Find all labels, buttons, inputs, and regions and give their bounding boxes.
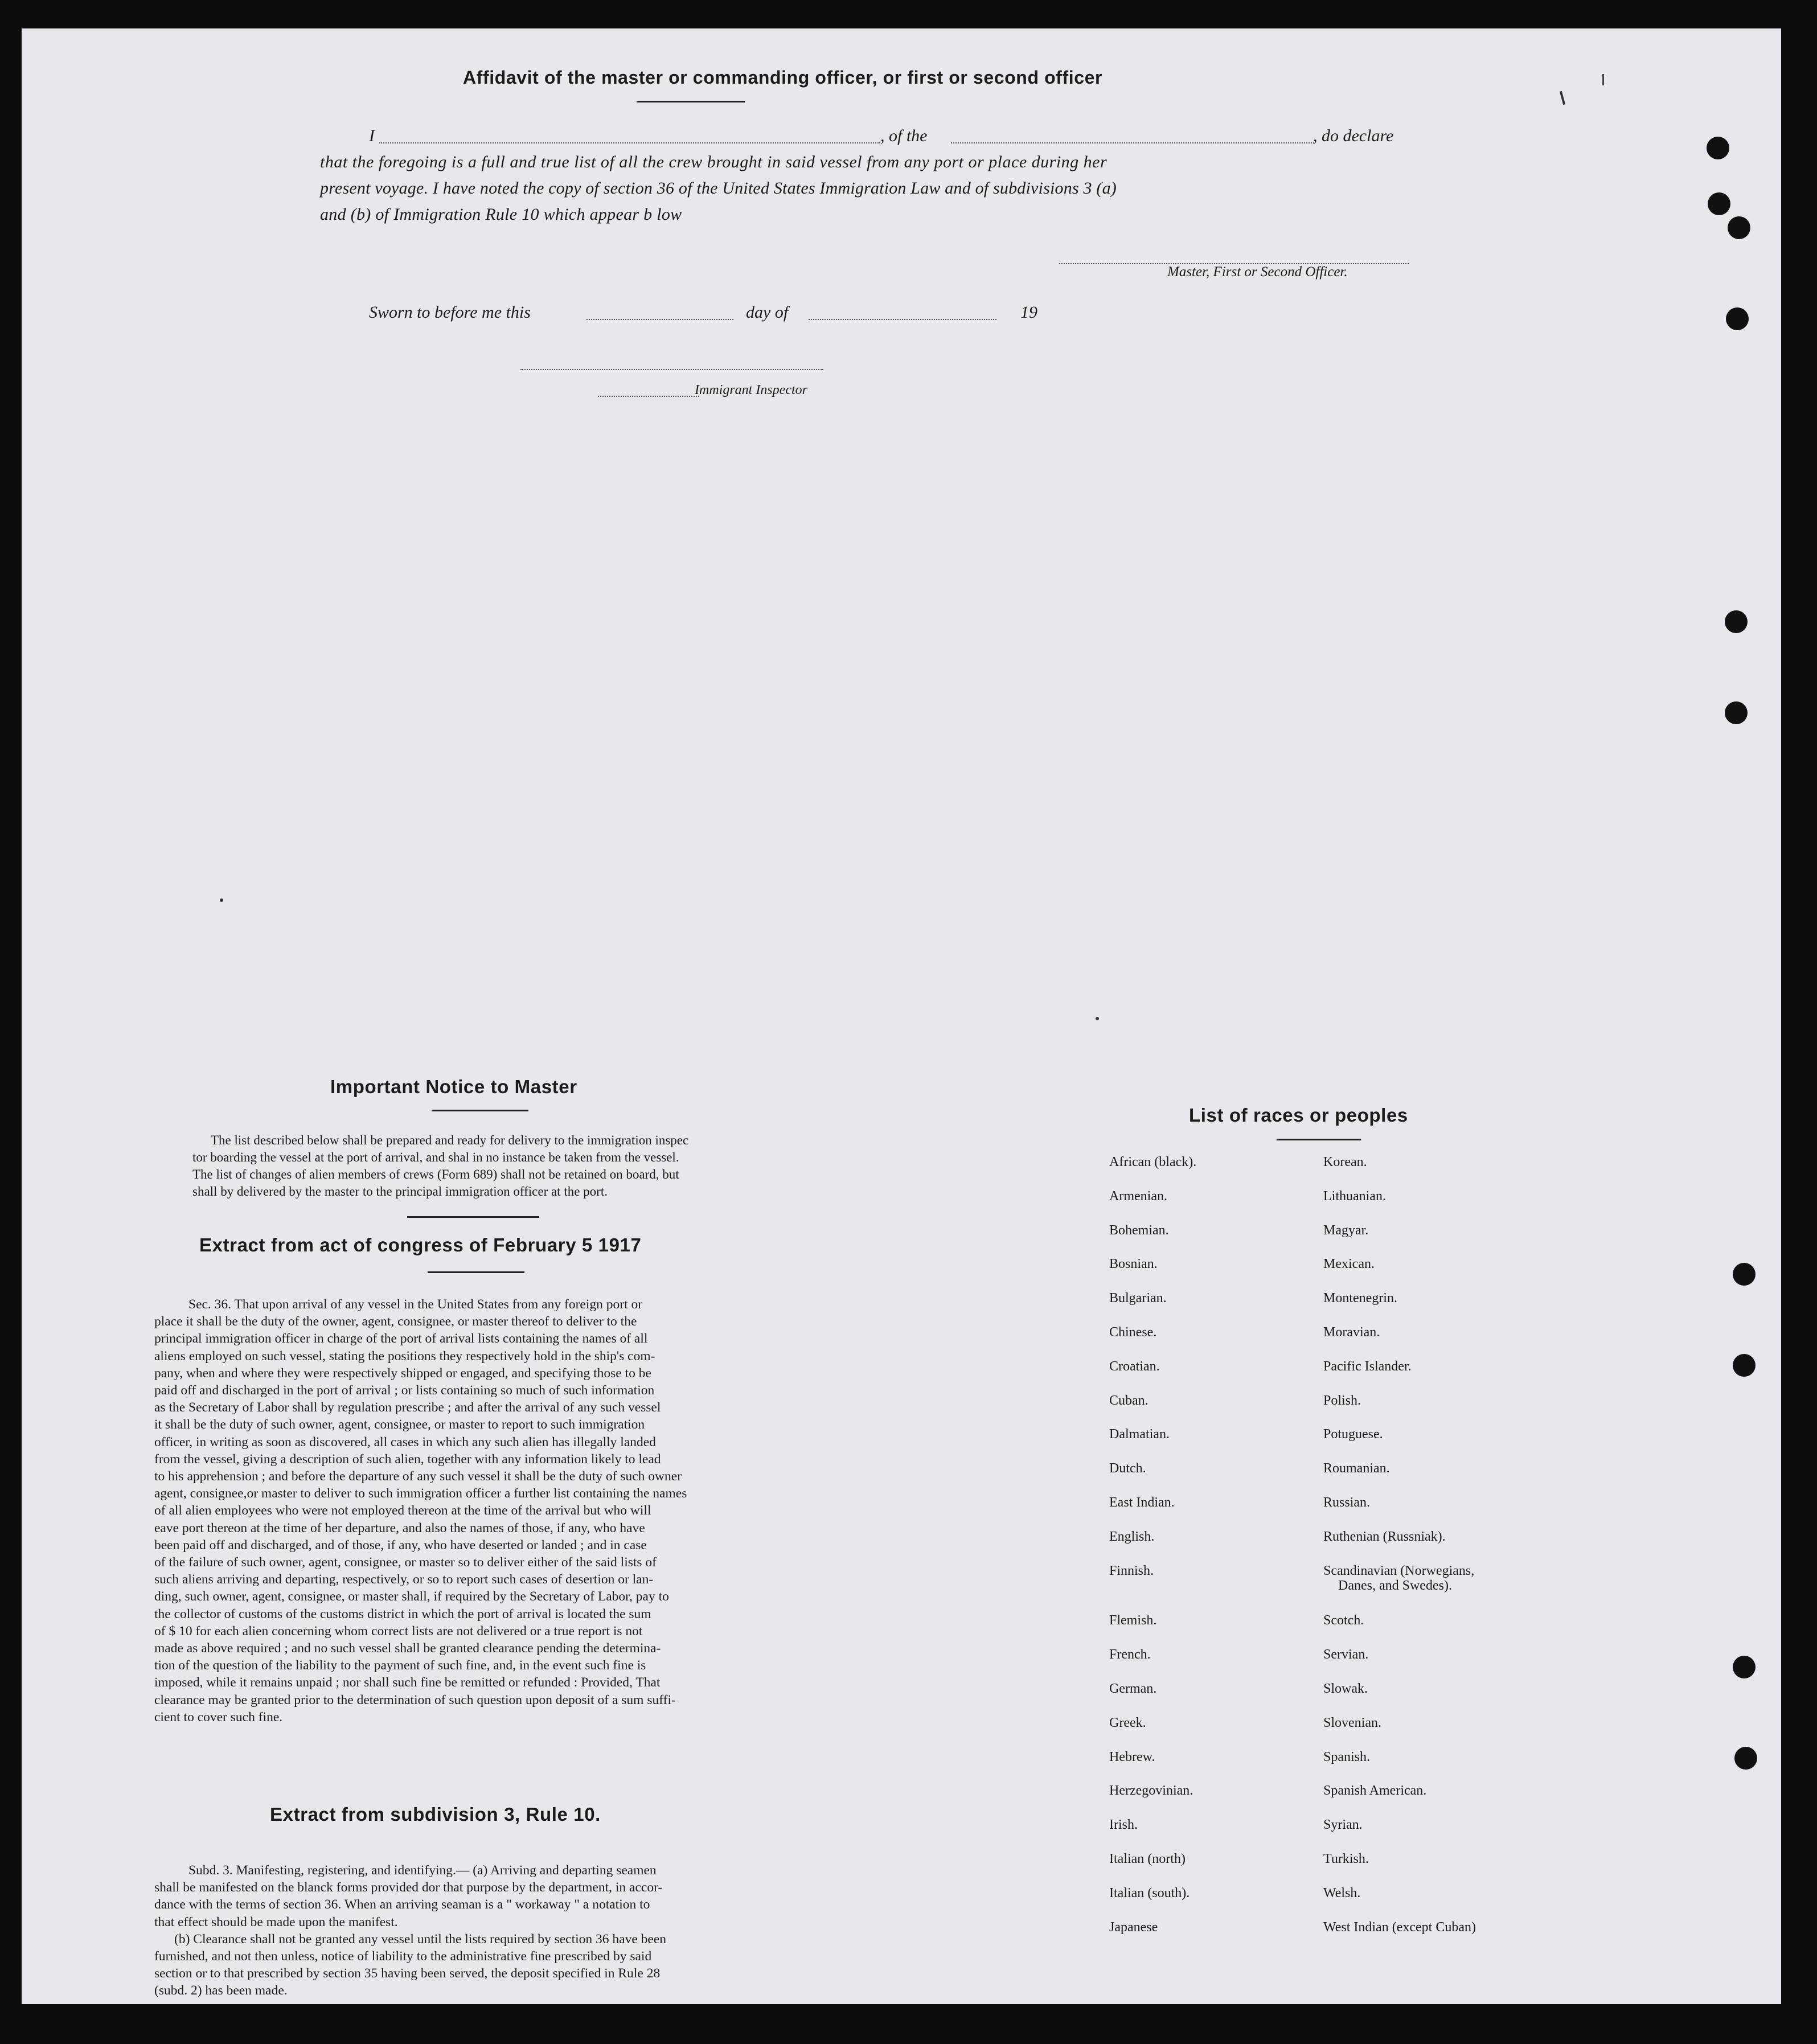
affidavit-name-blank[interactable] [379,142,880,143]
binder-hole [1734,1747,1757,1770]
binder-hole [1733,1656,1756,1678]
section-36-line: paid off and discharged in the port of arrival ; or lists containing so much of such information [154,1383,655,1398]
section-36-line: Sec. 36. That upon arrival of any vessel in the United States from any foreign port or [188,1297,643,1312]
race-item: Chinese. [1109,1325,1157,1340]
race-item: Magyar. [1323,1222,1369,1238]
race-item: Mexican. [1323,1257,1375,1272]
section-36-line: cient to cover such fine. [154,1709,283,1725]
race-item: Dutch. [1109,1461,1146,1476]
race-item: Russian. [1323,1495,1371,1510]
rule-10-line: shall be manifested on the blanck forms provided dor that purpose by the department, in accor- [154,1880,663,1895]
race-item: Slovenian. [1323,1715,1381,1730]
race-item: Bosnian. [1109,1257,1158,1272]
notice-line: tor boarding the vessel at the port of arrival, and shal in no instance be taken from the vessel. [192,1150,679,1164]
race-item: East Indian. [1109,1495,1175,1510]
race-item: Cuban. [1109,1393,1149,1408]
document-page [22,28,1781,2004]
race-item: Armenian. [1109,1188,1167,1204]
race-item: Dalmatian. [1109,1427,1170,1442]
affidavit-line-4: and (b) of Immigration Rule 10 which appear b low [320,205,682,224]
binder-hole [1726,307,1749,330]
race-item: Greek. [1109,1715,1146,1730]
notice-title-rule [432,1110,528,1111]
affidavit-line-2: that the foregoing is a full and true list of all the crew brought in said vessel from any port or place during her [320,153,1108,171]
speck [1096,1017,1099,1020]
notice-line: The list described below shall be prepared and ready for delivery to the immigration inspec [211,1133,689,1147]
affidavit-of-the: , of the [880,126,928,145]
race-item: Korean. [1323,1155,1367,1169]
race-item: Italian (south). [1109,1885,1190,1901]
rule-10-line: (b) Clearance shall not be granted any vessel until the lists required by section 36 have been [174,1931,667,1947]
race-item: Flemish. [1109,1613,1157,1628]
section-36-line: of $ 10 for each alien concerning whom correct lists are not delivered or a true report is not [154,1623,643,1639]
races-title: List of races or peoples [1189,1105,1408,1126]
race-item: Spanish. [1323,1749,1371,1764]
race-item: Polish. [1323,1393,1361,1408]
sworn-month-blank[interactable] [809,319,996,320]
races-title-rule [1277,1139,1361,1140]
race-item: Moravian. [1323,1325,1380,1340]
section-36-line: eave port thereon at the time of her departure, and also the names of those, if any, who have [154,1520,645,1536]
section-36-line: it shall be the duty of such owner, agent, consignee, or master to report to such immigration [154,1417,645,1433]
rule-10-line: dance with the terms of section 36. When an arriving seaman is a " workaway " a notation to [154,1897,650,1912]
section-36-text [154,1296,832,1726]
race-item: Lithuanian. [1323,1188,1386,1204]
race-item: Bulgarian. [1109,1291,1167,1306]
binder-hole [1725,610,1748,633]
rule-10-line: Subd. 3. Manifesting, registering, and identifying.— (a) Arriving and departing seamen [188,1863,657,1878]
notice-line: The list of changes of alien members of crews (Form 689) shall not be retained on board, but [192,1167,679,1181]
section-36-line: pany, when and where they were respectively shipped or engaged, and specifying those to be [154,1365,651,1381]
master-signature-label: Master, First or Second Officer. [1167,264,1348,280]
speck [220,898,223,902]
inspector-short-line [598,396,699,397]
section-36-line: been paid off and discharged, and of those, if any, who have deserted or landed ; and in case [154,1537,647,1553]
binder-hole [1708,192,1730,215]
sworn-text: Sworn to before me this [369,303,531,322]
race-item: Irish. [1109,1817,1138,1833]
rule-10-line: that effect should be made upon the manifest. [154,1914,398,1930]
section-36-line: ding, such owner, agent, consignee, or master shall, if required by the Secretary of Labor, pay to [154,1589,669,1604]
affidavit-title: Affidavit of the master or commanding officer, or first or second officer [463,67,1103,88]
race-item: Scandinavian (Norwegians, [1323,1563,1475,1578]
race-item: Bohemian. [1109,1222,1169,1238]
section-36-line: as the Secretary of Labor shall by regulation prescribe ; and after the arrival of any such vessel [154,1400,661,1415]
race-item: Japanese [1109,1919,1158,1935]
inspector-label: Immigrant Inspector [695,383,807,397]
section-36-line: place it shall be the duty of the owner, agent, consignee, or master thereof to deliver to the [154,1314,637,1329]
edge-mark [1560,91,1565,105]
notice-text [192,1132,827,1200]
sworn-day-of: day of [746,303,789,322]
race-item: Slowak. [1323,1681,1368,1696]
race-item: Pacific Islander. [1323,1358,1412,1374]
affidavit-vessel-blank[interactable] [951,142,1314,143]
section-36-line: from the vessel, giving a description of such alien, together with any information likely to lead [154,1451,661,1467]
extract-congress-title-rule [428,1271,524,1273]
rule-10-line: (subd. 2) has been made. [154,1983,288,1998]
affidavit-i: I [369,126,375,145]
notice-divider [407,1216,539,1218]
edge-mark [1602,74,1604,85]
section-36-line: officer, in writing as soon as discovered, all cases in which any such alien has illegally landed [154,1434,656,1450]
rule-10-line: furnished, and not then unless, notice of liability to the administrative fine prescribed by said [154,1949,652,1964]
race-item: Potuguese. [1323,1427,1383,1442]
race-item: West Indian (except Cuban) [1323,1919,1476,1935]
race-item: Scotch. [1323,1613,1364,1628]
notice-title: Important Notice to Master [330,1076,577,1097]
binder-hole [1733,1263,1756,1286]
binder-hole [1728,216,1750,239]
race-item: Finnish. [1109,1563,1154,1578]
extract-rule-title: Extract from subdivision 3, Rule 10. [270,1804,601,1825]
section-36-line: agent, consignee,or master to deliver to such immigration officer a further list containing the names [154,1486,687,1501]
binder-hole [1725,701,1748,724]
binder-hole [1733,1354,1756,1377]
affidavit-title-rule [637,101,745,102]
sworn-day-blank[interactable] [586,319,733,320]
affidavit-line-3: present voyage. I have noted the copy of section 36 of the United States Immigration Law and of subdivisions 3 (a) [320,179,1117,198]
race-item: Servian. [1323,1647,1369,1663]
section-36-line: to his apprehension ; and before the departure of any such vessel it shall be the duty of such owner [154,1469,682,1484]
race-item: Turkish. [1323,1852,1369,1866]
race-item: African (black). [1109,1155,1197,1169]
inspector-signature-line[interactable] [520,369,823,370]
race-item: French. [1109,1647,1151,1663]
section-36-line: clearance may be granted prior to the determination of such question upon deposit of a sum suffi- [154,1692,676,1708]
race-item-continuation: Danes, and Swedes). [1338,1578,1452,1593]
race-item: Roumanian. [1323,1461,1390,1476]
section-36-line: aliens employed on such vessel, stating the positions they respectively hold in the ship's com- [154,1348,655,1364]
rule-10-line: section or to that prescribed by section 35 having been served, the deposit specified in Rule 28 [154,1966,661,1981]
race-item: Ruthenian (Russniak). [1323,1529,1446,1544]
race-item: Hebrew. [1109,1749,1155,1764]
section-36-line: tion of the question of the liability to the payment of such fine, and, in the event such fine is [154,1658,646,1673]
race-item: Herzegovinian. [1109,1783,1193,1799]
section-36-line: the collector of customs of the customs district in which the port of arrival is located the sum [154,1606,651,1622]
section-36-line: principal immigration officer in charge of the port of arrival lists containing the names of all [154,1331,648,1347]
sworn-year-prefix: 19 [1020,303,1037,322]
race-item: Spanish American. [1323,1783,1427,1799]
section-36-line: imposed, while it remains unpaid ; nor shall such fine be remitted or refunded : Provided, That [154,1675,661,1690]
binder-hole [1707,137,1729,159]
race-item: Montenegrin. [1323,1291,1397,1306]
race-item: Syrian. [1323,1817,1363,1833]
race-item: Welsh. [1323,1885,1361,1901]
section-36-line: of the failure of such owner, agent, consignee, or master so to deliver either of the said lists of [154,1555,657,1570]
race-item: Croatian. [1109,1358,1160,1374]
extract-congress-title: Extract from act of congress of February 5 1917 [199,1234,642,1255]
race-item: German. [1109,1681,1157,1696]
affidavit-declare: , do declare [1313,126,1394,145]
section-36-line: made as above required ; and no such vessel shall be granted clearance pending the determina- [154,1641,661,1656]
rule-10-text [154,1862,832,2000]
race-item: Italian (north) [1109,1852,1186,1866]
section-36-line: of all alien employees who were not employed thereon at the time of the arrival but who will [154,1503,651,1518]
section-36-line: such aliens arriving and departing, respectively, or so to report such cases of desertion or lan- [154,1572,654,1587]
race-item: English. [1109,1529,1155,1544]
notice-line: shall by delivered by the master to the principal immigration officer at the port. [192,1184,608,1199]
